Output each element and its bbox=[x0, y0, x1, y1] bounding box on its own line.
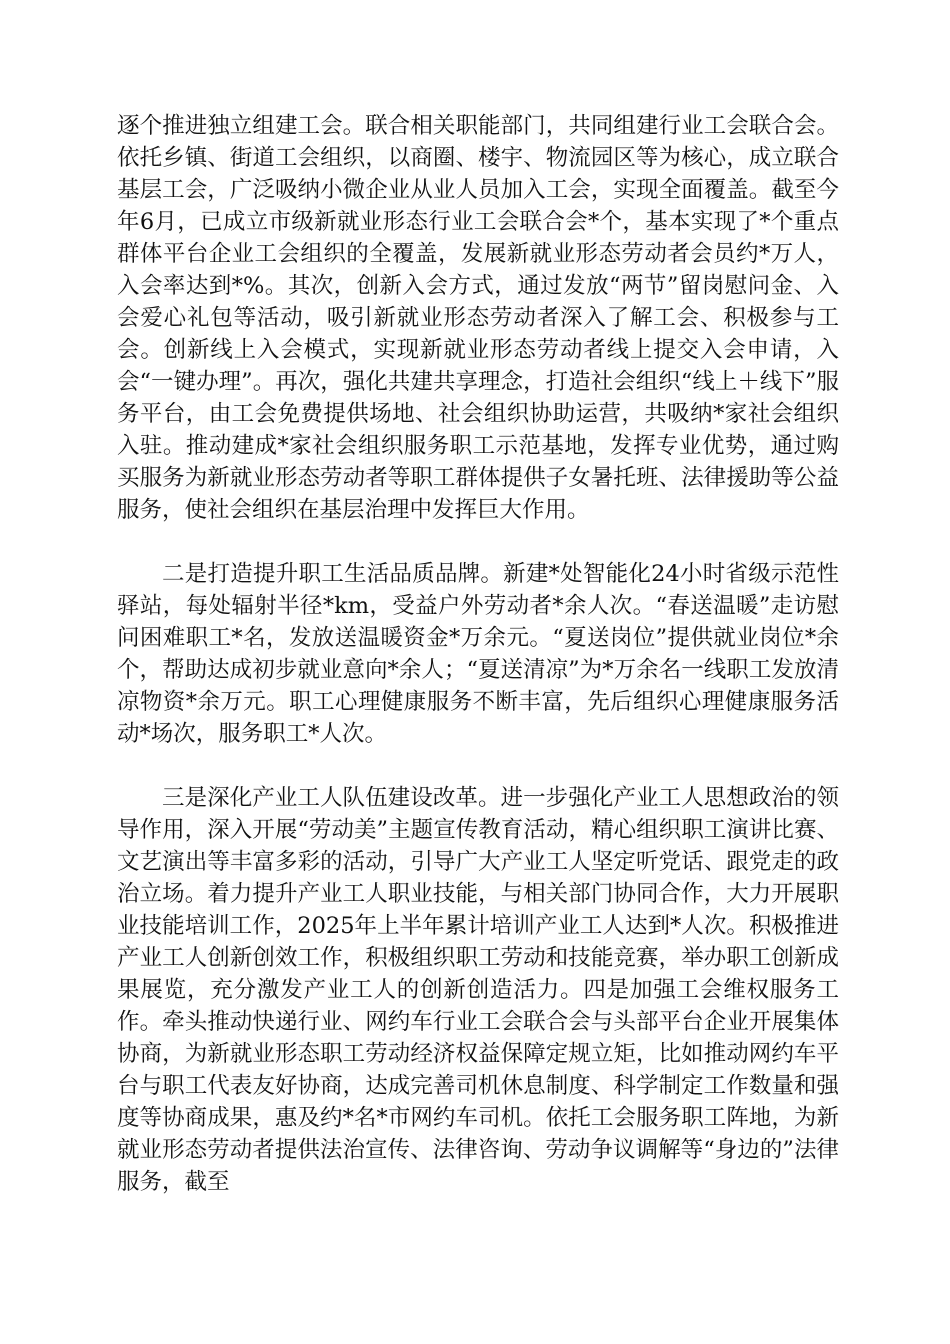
paragraph-spacer bbox=[117, 526, 839, 558]
paragraph-3: 三是深化产业工人队伍建设改革。进一步强化产业工人思想政治的领导作用，深入开展“劳动美”主题宣传教育活动，精心组织职工演讲比赛、文艺演出等丰富多彩的活动，引导广大产业工人坚定听党话、跟党走的政治立场。着力提升产业工人职业技能，与相关部门协同合作，大力开展职业技能培训工作，2025年上半年累计培训产业工人达到*人次。积极推进产业工人创新创效工作，积极组织职工劳动和技能竞赛，举办职工创新成果展览，充分激发产业工人的创新创造活力。四是加强工会维权服务工作。牵头推动快递行业、网约车行业工会联合会与头部平台企业开展集体协商，为新就业形态职工劳动经济权益保障定规立矩，比如推动网约车平台与职工代表友好协商，达成完善司机休息制度、科学制定工作数量和强度等协商成果，惠及约*名*市网约车司机。依托工会服务职工阵地，为新就业形态劳动者提供法治宣传、法律咨询、劳动争议调解等“身边的”法律服务，截至 bbox=[117, 785, 839, 1195]
paragraph-2: 二是打造提升职工生活品质品牌。新建*处智能化24小时省级示范性驿站，每处辐射半径*km，受益户外劳动者*余人次。“春送温暖”走访慰问困难职工*名，发放送温暖资金*万余元。“夏送岗位”提供就业岗位*余个，帮助达成初步就业意向*余人；“夏送清凉”为*万余名一线职工发放清凉物资*余万元。职工心理健康服务不断丰富，先后组织心理健康服务活动*场次，服务职工*人次。 bbox=[117, 561, 839, 747]
paragraph-1: 逐个推进独立组建工会。联合相关职能部门，共同组建行业工会联合会。依托乡镇、街道工会组织，以商圈、楼宇、物流园区等为核心，成立联合基层工会，广泛吸纳小微企业从业人员加入工会，实现全面覆盖。截至今年6月，已成立市级新就业形态行业工会联合会*个，基本实现了*个重点群体平台企业工会组织的全覆盖，发展新就业形态劳动者会员约*万人，入会率达到*%。其次，创新入会方式，通过发放“两节”留岗慰问金、入会爱心礼包等活动，吸引新就业形态劳动者深入了解工会、积极参与工会。创新线上入会模式，实现新就业形态劳动者线上提交入会申请，入会“一键办理”。再次，强化共建共享理念，打造社会组织“线上＋线下”服务平台，由工会免费提供场地、社会组织协助运营，共吸纳*家社会组织入驻。推动建成*家社会组织服务职工示范基地，发挥专业优势，通过购买服务为新就业形态劳动者等职工群体提供子女暑托班、法律援助等公益服务，使社会组织在基层治理中发挥巨大作用。 bbox=[117, 113, 839, 523]
document-page bbox=[117, 110, 839, 1198]
paragraph-spacer bbox=[117, 750, 839, 782]
